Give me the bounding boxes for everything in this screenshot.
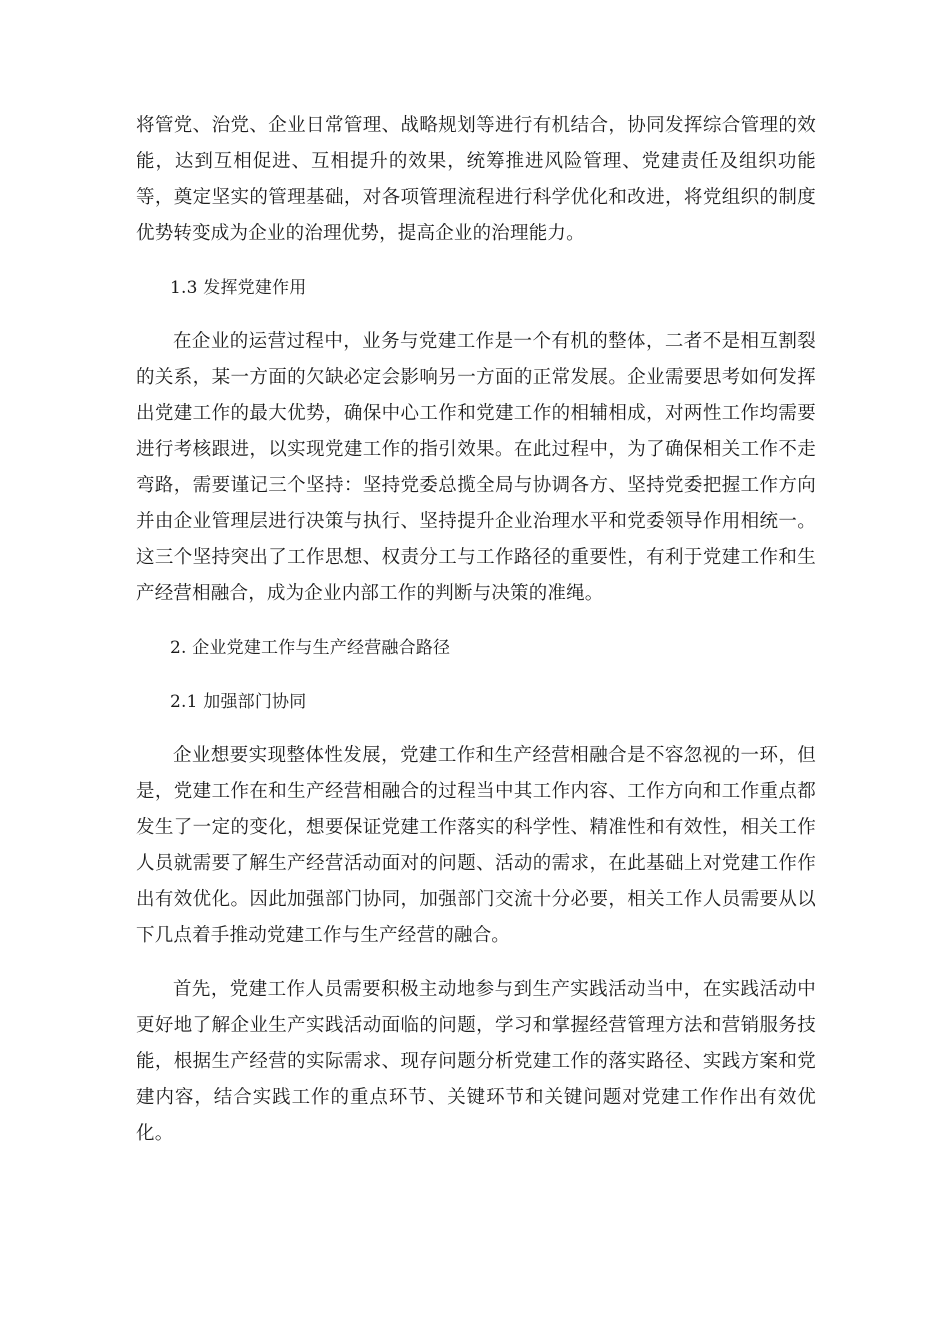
section-heading: 1.3 发挥党建作用 [170,278,307,298]
body-paragraph: 将管党、治党、企业日常管理、战略规划等进行有机结合，协同发挥综合管理的效能，达到互相促进、互相提升的效果，统筹推进风险管理、党建责任及组织功能等，奠定坚实的管理基础，对各项管理流程进行科学优化和改进，将党组织的制度优势转变成为企业的治理优势，提高企业的治理能力。 [136,115,816,244]
body-paragraph: 首先，党建工作人员需要积极主动地参与到生产实践活动当中，在实践活动中更好地了解企业生产实践活动面临的问题，学习和掌握经营管理方法和营销服务技能，根据生产经营的实际需求、现存问题分析党建工作的落实路径、实践方案和党建内容，结合实践工作的重点环节、关键环节和关键问题对党建工作作出有效优化。 [136,979,816,1144]
section-heading: 2.1 加强部门协同 [170,692,307,712]
document-body [136,108,816,1152]
section-heading: 2. 企业党建工作与生产经营融合路径 [170,638,451,658]
body-paragraph: 企业想要实现整体性发展，党建工作和生产经营相融合是不容忽视的一环，但是，党建工作在和生产经营相融合的过程当中其工作内容、工作方向和工作重点都发生了一定的变化，想要保证党建工作落实的科学性、精准性和有效性，相关工作人员就需要了解生产经营活动面对的问题、活动的需求，在此基础上对党建工作作出有效优化。因此加强部门协同，加强部门交流十分必要，相关工作人员需要从以下几点着手推动党建工作与生产经营的融合。 [136,745,816,946]
body-paragraph: 在企业的运营过程中，业务与党建工作是一个有机的整体，二者不是相互割裂的关系，某一方面的欠缺必定会影响另一方面的正常发展。企业需要思考如何发挥出党建工作的最大优势，确保中心工作和党建工作的相辅相成，对两性工作均需要进行考核跟进，以实现党建工作的指引效果。在此过程中，为了确保相关工作不走弯路，需要谨记三个坚持：坚持党委总揽全局与协调各方、坚持党委把握工作方向并由企业管理层进行决策与执行、坚持提升企业治理水平和党委领导作用相统一。这三个坚持突出了工作思想、权责分工与工作路径的重要性，有利于党建工作和生产经营相融合，成为企业内部工作的判断与决策的准绳。 [136,331,816,604]
